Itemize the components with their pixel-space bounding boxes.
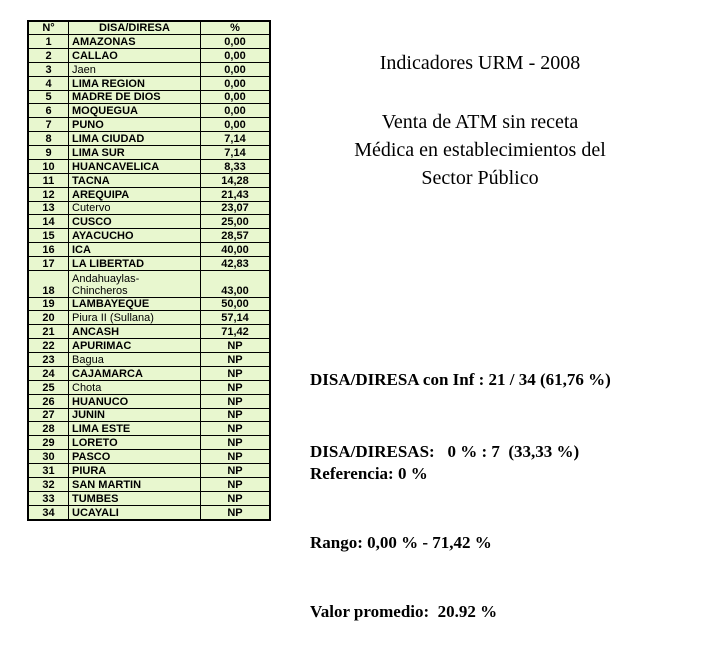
row-percent: 0,00 (201, 76, 270, 90)
row-percent: NP (201, 366, 270, 380)
row-percent: NP (201, 491, 270, 505)
row-disa-name: SAN MARTIN (69, 477, 201, 491)
row-disa-name-line: Chincheros (72, 284, 128, 297)
row-percent: NP (201, 436, 270, 450)
row-disa-name: JUNIN (69, 408, 201, 422)
row-number: 9 (29, 146, 69, 160)
row-number: 32 (29, 477, 69, 491)
row-disa-name: CAJAMARCA (69, 366, 201, 380)
row-disa-name: PUNO (69, 118, 201, 132)
subheading-line: Sector Público (421, 167, 539, 189)
row-percent: 0,00 (201, 35, 270, 49)
table-row (29, 201, 270, 215)
stats-range: Rango: 0,00 % - 71,42 % (310, 533, 492, 552)
table-row (29, 243, 270, 257)
row-number: 30 (29, 450, 69, 464)
row-disa-name: UCAYALI (69, 505, 201, 519)
row-disa-name: MADRE DE DIOS (69, 90, 201, 104)
row-number: 17 (29, 257, 69, 271)
row-number: 23 (29, 353, 69, 367)
row-disa-name (69, 270, 201, 297)
row-number: 5 (29, 90, 69, 104)
row-disa-name: HUANUCO (69, 394, 201, 408)
row-number: 3 (29, 62, 69, 76)
subheading-line: Médica en establecimientos del (354, 139, 606, 161)
disa-indicator-table (27, 20, 271, 521)
header-percent: % (201, 22, 270, 35)
table-header-row (29, 22, 270, 35)
row-disa-name: APURIMAC (69, 339, 201, 353)
table-row (29, 173, 270, 187)
subheading-line: Venta de ATM sin receta (381, 111, 579, 133)
row-number: 7 (29, 118, 69, 132)
row-disa-name: CUSCO (69, 215, 201, 229)
table-row (29, 339, 270, 353)
row-percent: 50,00 (201, 297, 270, 311)
row-number: 25 (29, 380, 69, 394)
row-disa-name: LORETO (69, 436, 201, 450)
row-percent: 43,00 (201, 270, 270, 297)
table-row (29, 353, 270, 367)
row-disa-name: TACNA (69, 173, 201, 187)
row-number: 34 (29, 505, 69, 519)
row-disa-name: CALLAO (69, 48, 201, 62)
row-number: 29 (29, 436, 69, 450)
row-disa-name: ICA (69, 243, 201, 257)
row-disa-name: AYACUCHO (69, 229, 201, 243)
row-number: 6 (29, 104, 69, 118)
table-row (29, 436, 270, 450)
row-disa-name: PIURA (69, 464, 201, 478)
row-number: 18 (29, 270, 69, 297)
row-number: 10 (29, 159, 69, 173)
table-row (29, 118, 270, 132)
row-disa-name: Chota (69, 380, 201, 394)
table-row (29, 450, 270, 464)
row-number: 33 (29, 491, 69, 505)
row-percent: NP (201, 394, 270, 408)
row-percent: NP (201, 353, 270, 367)
row-disa-name: TUMBES (69, 491, 201, 505)
table-row (29, 62, 270, 76)
stats-reference: Referencia: 0 % (310, 464, 428, 483)
row-number: 20 (29, 311, 69, 325)
stats-average: Valor promedio: 20.92 % (310, 602, 498, 621)
row-number: 31 (29, 464, 69, 478)
row-percent: 8,33 (201, 159, 270, 173)
row-percent: NP (201, 380, 270, 394)
table-row (29, 90, 270, 104)
row-number: 22 (29, 339, 69, 353)
row-disa-name: Cutervo (69, 201, 201, 215)
row-disa-name: ANCASH (69, 325, 201, 339)
row-percent: 71,42 (201, 325, 270, 339)
table-row (29, 380, 270, 394)
table-row (29, 215, 270, 229)
header-number: N° (29, 22, 69, 35)
table-row (29, 159, 270, 173)
row-number: 2 (29, 48, 69, 62)
row-number: 27 (29, 408, 69, 422)
row-percent: 0,00 (201, 104, 270, 118)
row-number: 15 (29, 229, 69, 243)
table-row (29, 35, 270, 49)
row-percent: NP (201, 464, 270, 478)
row-number: 1 (29, 35, 69, 49)
row-number: 4 (29, 76, 69, 90)
row-disa-name: LA LIBERTAD (69, 257, 201, 271)
table-row (29, 311, 270, 325)
slide-heading: Indicadores URM - 2008 (379, 52, 581, 74)
row-number: 8 (29, 132, 69, 146)
row-percent: 0,00 (201, 118, 270, 132)
table-row (29, 132, 270, 146)
row-disa-name-line: Andahuaylas- (72, 272, 140, 285)
row-percent: NP (201, 505, 270, 519)
row-percent: 21,43 (201, 187, 270, 201)
row-number: 13 (29, 201, 69, 215)
row-percent: 0,00 (201, 62, 270, 76)
row-disa-name: Piura II (Sullana) (69, 311, 201, 325)
row-number: 19 (29, 297, 69, 311)
row-percent: 0,00 (201, 48, 270, 62)
row-percent: NP (201, 408, 270, 422)
row-disa-name: LAMBAYEQUE (69, 297, 201, 311)
row-disa-name: MOQUEGUA (69, 104, 201, 118)
table-row (29, 104, 270, 118)
row-disa-name: AREQUIPA (69, 187, 201, 201)
row-number: 12 (29, 187, 69, 201)
row-number: 14 (29, 215, 69, 229)
row-percent: NP (201, 339, 270, 353)
row-number: 16 (29, 243, 69, 257)
table-row (29, 491, 270, 505)
table-row (29, 48, 270, 62)
table-row (29, 366, 270, 380)
table-row (29, 297, 270, 311)
table-body (29, 35, 270, 520)
summary-line: DISA/DIRESA con Inf : 21 / 34 (61,76 %) (310, 370, 611, 389)
row-percent: 0,00 (201, 90, 270, 104)
table-row (29, 422, 270, 436)
row-percent: 7,14 (201, 146, 270, 160)
row-disa-name: PASCO (69, 450, 201, 464)
row-disa-name: LIMA CIUDAD (69, 132, 201, 146)
row-percent: 42,83 (201, 257, 270, 271)
row-percent: NP (201, 422, 270, 436)
table-row (29, 146, 270, 160)
table-row (29, 325, 270, 339)
row-percent: 23,07 (201, 201, 270, 215)
row-percent: 28,57 (201, 229, 270, 243)
row-percent: 7,14 (201, 132, 270, 146)
row-disa-name: LIMA ESTE (69, 422, 201, 436)
header-disa: DISA/DIRESA (69, 22, 201, 35)
row-percent: NP (201, 477, 270, 491)
row-percent: 40,00 (201, 243, 270, 257)
row-number: 28 (29, 422, 69, 436)
row-percent: 57,14 (201, 311, 270, 325)
row-number: 26 (29, 394, 69, 408)
table-row (29, 477, 270, 491)
table-row (29, 464, 270, 478)
row-disa-name: Jaen (69, 62, 201, 76)
table-row (29, 229, 270, 243)
slide-subheading (300, 108, 660, 192)
row-disa-name: HUANCAVELICA (69, 159, 201, 173)
row-number: 21 (29, 325, 69, 339)
row-disa-name: LIMA SUR (69, 146, 201, 160)
table-row (29, 76, 270, 90)
table-row (29, 257, 270, 271)
row-disa-name: AMAZONAS (69, 35, 201, 49)
row-percent: NP (201, 450, 270, 464)
row-percent: 14,28 (201, 173, 270, 187)
table-row (29, 408, 270, 422)
data-table (28, 21, 270, 520)
row-number: 24 (29, 366, 69, 380)
row-disa-name: LIMA REGION (69, 76, 201, 90)
table-row (29, 394, 270, 408)
stats-block (310, 416, 497, 646)
table-row (29, 505, 270, 519)
row-percent: 25,00 (201, 215, 270, 229)
table-row (29, 270, 270, 297)
summary-line: DISA/DIRESAS: 0 % : 7 (33,33 %) (310, 442, 580, 461)
row-disa-name: Bagua (69, 353, 201, 367)
row-number: 11 (29, 173, 69, 187)
table-row (29, 187, 270, 201)
